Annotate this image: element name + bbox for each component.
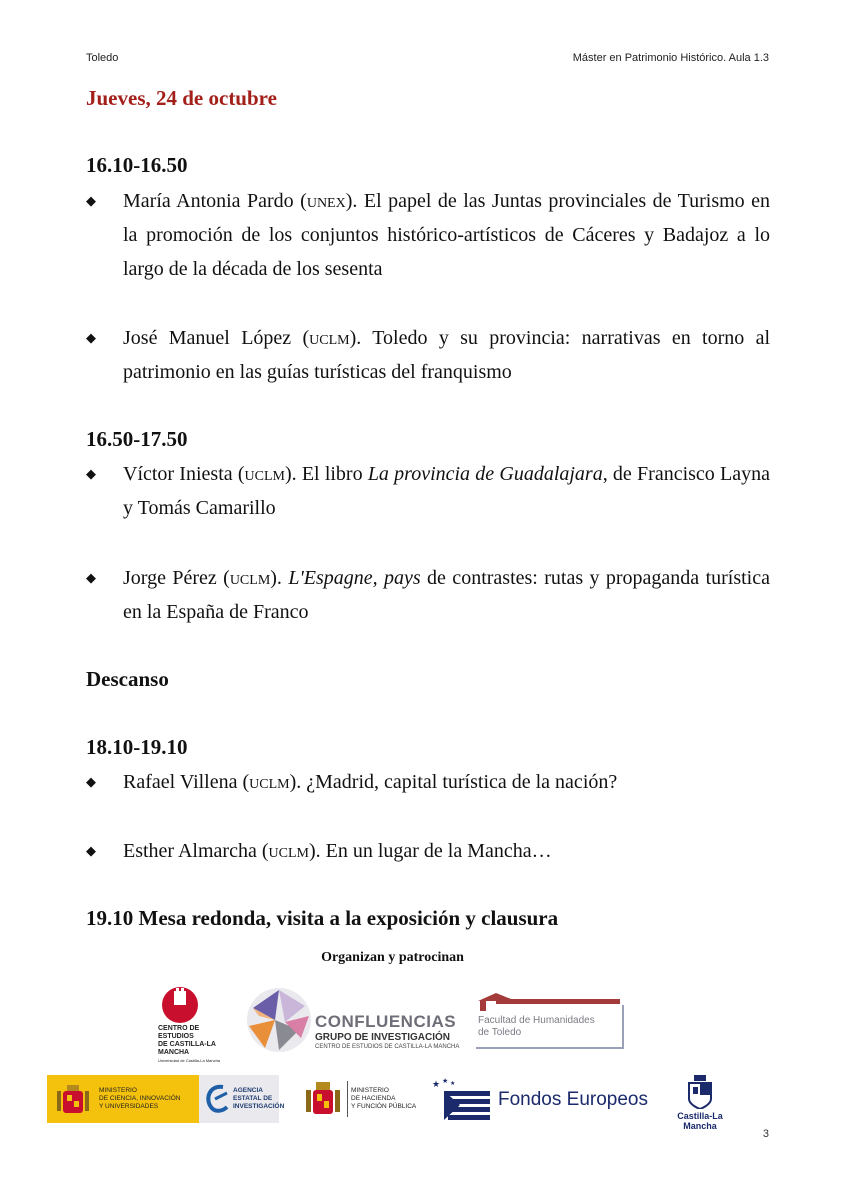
talk-institution: uclm <box>268 840 309 862</box>
ministerio-hacienda-logo <box>303 1075 425 1123</box>
ceclm-line1: CENTRO DE ESTUDIOS <box>158 1025 200 1040</box>
clm-name: Castilla-La Mancha <box>677 1111 723 1131</box>
talk-title-pre: ). <box>270 567 289 589</box>
confluencias-logo <box>245 986 460 1054</box>
talk-author: Víctor Iniesta ( <box>123 463 245 485</box>
talk-title-pre: ). El libro <box>284 463 368 485</box>
confluencias-emblem-icon <box>245 986 313 1054</box>
talk-author: José Manuel López ( <box>123 327 310 349</box>
break-label: Descanso <box>86 667 169 691</box>
ministerio-ciencia-logo <box>47 1075 199 1123</box>
bullet-icon: ◆ <box>86 774 96 789</box>
facultad-line1: Facultad de Humanidades <box>478 1015 595 1026</box>
hacienda-line3: Y FUNCIÓN PÚBLICA <box>351 1103 417 1110</box>
confluencias-sub2: CENTRO DE ESTUDIOS DE CASTILLA-LA MANCHA <box>315 1044 460 1050</box>
spain-coat-of-arms-icon <box>303 1076 343 1122</box>
bullet-icon: ◆ <box>86 843 96 858</box>
session-time-3: 18.10-19.10 <box>86 735 188 759</box>
ciencia-line3: Y UNIVERSIDADES <box>99 1103 159 1110</box>
spain-coat-of-arms-icon <box>53 1079 93 1119</box>
svg-text:★: ★ <box>450 1081 456 1087</box>
talk-author: Jorge Pérez ( <box>123 567 230 589</box>
talk-item <box>86 561 770 629</box>
confluencias-name: CONFLUENCIAS <box>315 1012 457 1031</box>
facultad-roof-icon <box>476 991 626 1015</box>
svg-text:★: ★ <box>442 1077 449 1085</box>
talk-institution: uclm <box>309 327 350 349</box>
talk-title: ). ¿Madrid, capital turística de la nación? <box>289 771 618 793</box>
session-time-1: 16.10-16.50 <box>86 153 188 177</box>
session-time-2: 16.50-17.50 <box>86 427 188 451</box>
talk-item <box>86 765 770 799</box>
talk-institution: uclm <box>244 463 285 485</box>
bullet-icon: ◆ <box>86 466 96 481</box>
page-number: 3 <box>762 1128 769 1140</box>
ceclm-line2: DE CASTILLA-LA MANCHA <box>158 1041 216 1056</box>
talk-title-post: de contrastes: rutas y propaganda turística en la España de Franco <box>123 567 770 623</box>
talk-institution: unex <box>306 190 346 212</box>
header-location: Toledo <box>86 52 119 64</box>
hacienda-line1: MINISTERIO <box>351 1087 389 1094</box>
bullet-icon: ◆ <box>86 330 96 345</box>
ceclm-line3: Universidad de Castilla-La Mancha <box>158 1058 221 1063</box>
svg-text:★: ★ <box>432 1079 441 1089</box>
talk-title-italic: L'Espagne, pays <box>288 567 421 589</box>
talk-author: Esther Almarcha ( <box>123 840 269 862</box>
closing-line: 19.10 Mesa redonda, visita a la exposición y clausura <box>86 906 559 930</box>
confluencias-sub1: GRUPO DE INVESTIGACIÓN <box>315 1032 451 1043</box>
organizers-label: Organizan y patrocinan <box>321 950 464 965</box>
agencia-emblem-icon <box>201 1079 231 1119</box>
agencia-logo <box>199 1075 285 1123</box>
ciencia-line2: DE CIENCIA, INNOVACIÓN <box>99 1095 181 1102</box>
talk-item <box>86 184 770 286</box>
bullet-icon: ◆ <box>86 193 96 208</box>
agencia-line1: AGENCIA <box>233 1087 263 1094</box>
agencia-line2: ESTATAL DE <box>233 1095 273 1102</box>
agencia-line3: INVESTIGACIÓN <box>233 1103 285 1110</box>
ciencia-line1: MINISTERIO <box>99 1087 137 1094</box>
talk-title: ). En un lugar de la Mancha… <box>308 840 552 862</box>
talk-author: María Antonia Pardo ( <box>123 190 307 212</box>
talk-institution: uclm <box>229 567 271 589</box>
talk-author: Rafael Villena ( <box>123 771 250 793</box>
ceclm-logo <box>158 985 234 1063</box>
bullet-icon: ◆ <box>86 570 96 585</box>
talk-title: ). Toledo y su provincia: narrativas en torno al patrimonio en las guías turísticas del franquismo <box>123 327 771 383</box>
talk-title-post: , de Francisco Layna y Tomás Camarillo <box>123 463 770 519</box>
castilla-la-mancha-logo <box>660 1075 740 1131</box>
fondos-name: Fondos Europeos <box>498 1089 648 1110</box>
fondos-europeos-logo <box>430 1077 660 1123</box>
talk-title: ). El papel de las Juntas provinciales de Turismo en la promoción de los conjuntos histórico-artísticos de Cáceres y Badajoz a lo largo de la década de los sesenta <box>123 190 771 280</box>
day-title: Jueves, 24 de octubre <box>86 86 277 110</box>
eu-stars-flag-icon <box>430 1077 492 1121</box>
hacienda-line2: DE HACIENDA <box>351 1095 396 1102</box>
talk-item <box>86 321 770 389</box>
talk-item <box>86 457 770 525</box>
clm-crown-shield-icon <box>685 1075 715 1109</box>
header-course: Máster en Patrimonio Histórico. Aula 1.3 <box>572 52 769 64</box>
facultad-line2: de Toledo <box>478 1027 522 1038</box>
talk-item <box>86 834 770 868</box>
facultad-logo <box>476 991 626 1051</box>
talk-title-italic: La provincia de Guadalajara <box>367 463 603 485</box>
talk-institution: uclm <box>249 771 290 793</box>
